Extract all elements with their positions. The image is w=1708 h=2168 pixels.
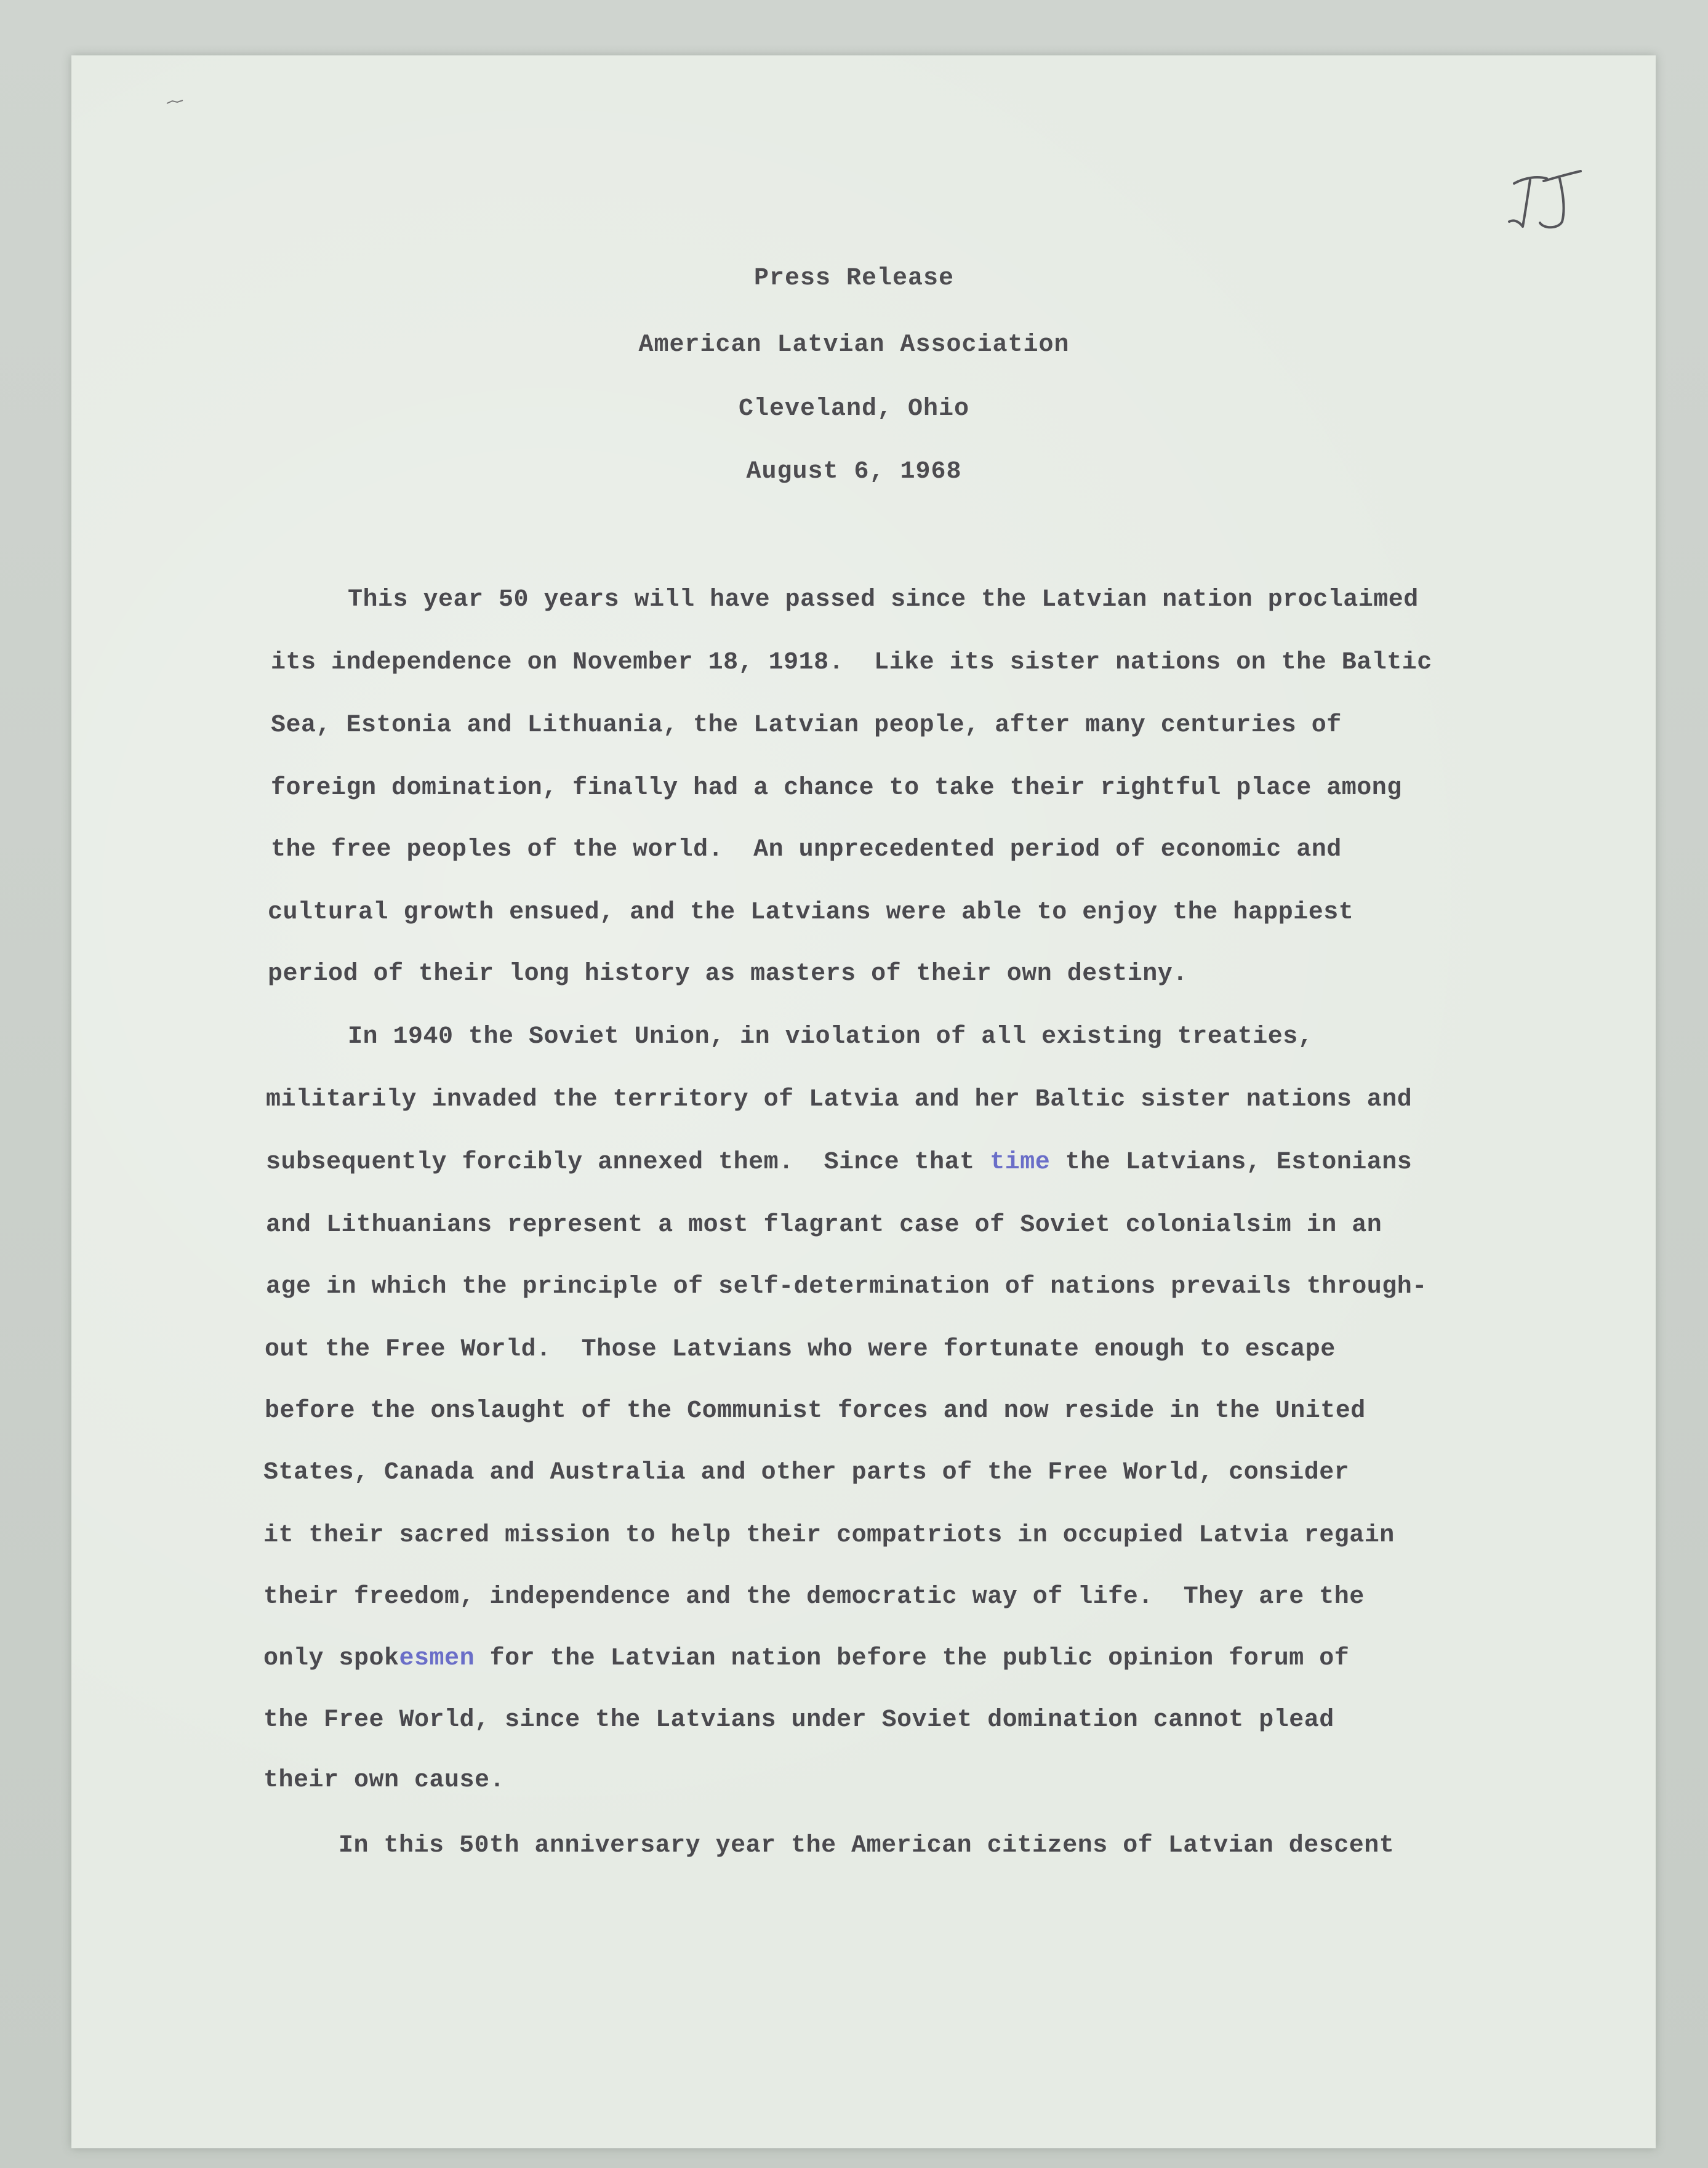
text-line: it their sacred mission to help their compatriots in occupied Latvia regain [263, 1522, 1395, 1549]
release-title: Press Release [753, 265, 955, 292]
text-line: In 1940 the Soviet Union, in violation of all existing treaties, [348, 1023, 1313, 1051]
release-date: August 6, 1968 [746, 458, 962, 486]
corner-smudge-mark [166, 100, 183, 105]
text-line [263, 1645, 1349, 1672]
organization-name: American Latvian Association [638, 331, 1070, 359]
text-line: out the Free World. Those Latvians who were fortunate enough to escape [265, 1336, 1336, 1363]
text-segment: subsequently forcibly annexed them. Since that [266, 1149, 990, 1176]
text-line: foreign domination, finally had a chance to take their rightful place among [271, 774, 1402, 802]
text-segment: only spok [263, 1645, 399, 1672]
handwritten-page-number [1501, 165, 1587, 233]
text-segment: the Latvians, Estonians [1050, 1149, 1413, 1176]
text-line: militarily invaded the territory of Latvia and her Baltic sister nations and [266, 1086, 1413, 1114]
text-line: Sea, Estonia and Lithuania, the Latvian people, after many centuries of [271, 712, 1342, 739]
text-line: cultural growth ensued, and the Latvians were able to enjoy the happiest [268, 899, 1354, 926]
text-line: its independence on November 18, 1918. Like its sister nations on the Baltic [271, 649, 1432, 676]
text-line: This year 50 years will have passed since the Latvian nation proclaimed [348, 586, 1419, 614]
text-line: their freedom, independence and the democratic way of life. They are the [263, 1583, 1365, 1611]
text-line: age in which the principle of self-determination of nations prevails through- [266, 1273, 1427, 1301]
text-segment: for the Latvian nation before the public opinion forum of [475, 1645, 1350, 1672]
overtyped-correction: esmen [399, 1645, 475, 1672]
text-line: their own cause. [263, 1767, 505, 1794]
text-line: before the onslaught of the Communist forces and now reside in the United [265, 1397, 1366, 1425]
text-line: In this 50th anniversary year the American citizens of Latvian descent [339, 1832, 1395, 1860]
text-line [266, 1149, 1412, 1176]
text-line: period of their long history as masters of their own destiny. [268, 960, 1188, 988]
text-line: and Lithuanians represent a most flagrant case of Soviet colonialsim in an [266, 1211, 1382, 1239]
text-line: the Free World, since the Latvians under Soviet domination cannot plead [263, 1706, 1334, 1734]
overtyped-correction: time [990, 1149, 1051, 1176]
text-line: States, Canada and Australia and other parts of the Free World, consider [263, 1459, 1350, 1487]
text-line: the free peoples of the world. An unprecedented period of economic and [271, 836, 1342, 864]
location: Cleveland, Ohio [738, 395, 970, 423]
